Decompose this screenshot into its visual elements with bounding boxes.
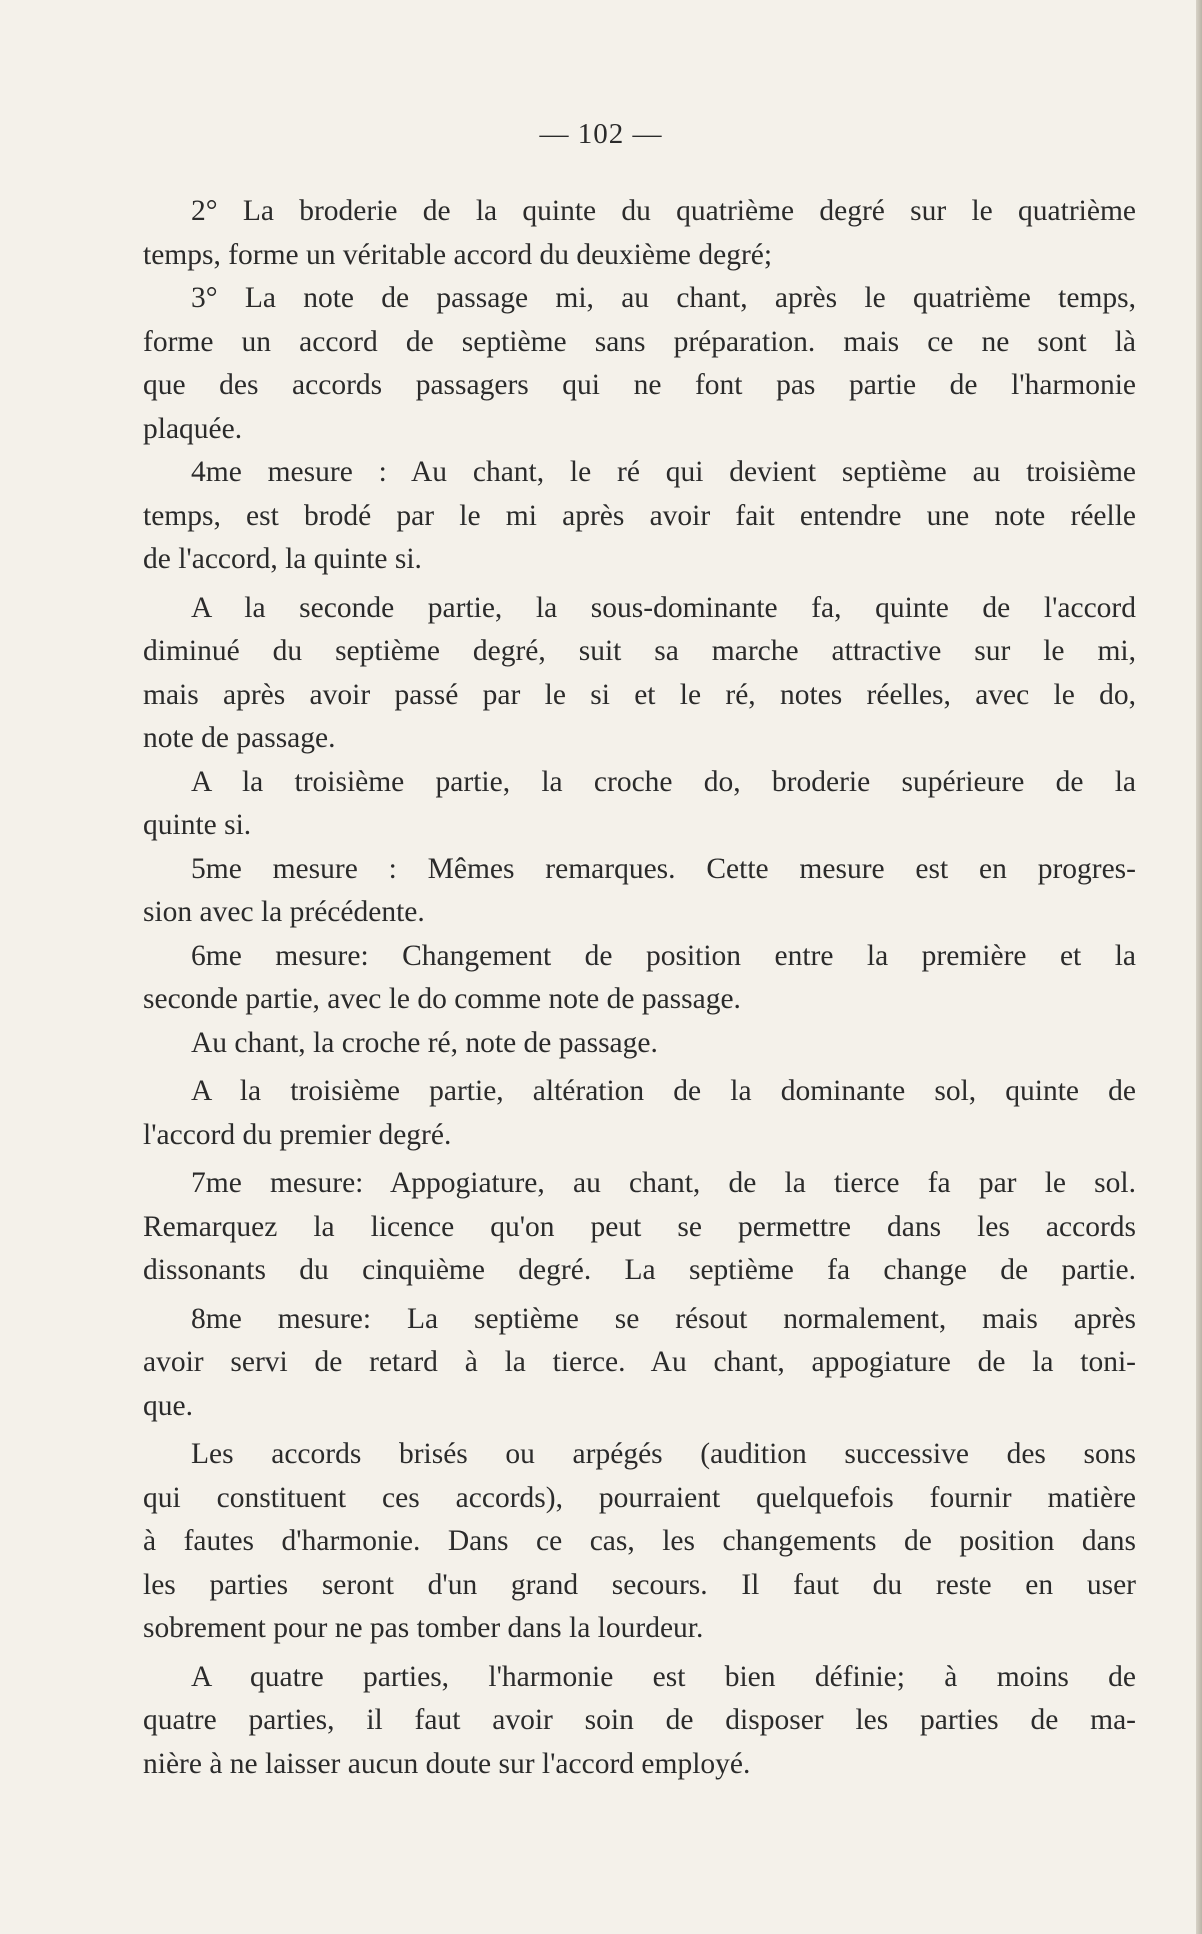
text-line: forme un accord de septième sans préparation. mais ce ne sont là xyxy=(143,325,1136,358)
body-text xyxy=(143,190,1136,1786)
text-line: que des accords passagers qui ne font pas partie de l'harmonie xyxy=(143,369,1136,401)
text-line: A la seconde partie, la sous-dominante fa, quinte de l'accord xyxy=(191,591,1136,624)
text-line: 5me mesure : Mêmes remarques. Cette mesure est en progres- xyxy=(191,852,1136,885)
text-line: de l'accord, la quinte si. xyxy=(143,543,422,575)
text-line: 4me mesure : Au chant, le ré qui devient septième au troisième xyxy=(191,456,1136,488)
text-line: plaquée. xyxy=(143,412,243,445)
text-line: dissonants du cinquième degré. La septième fa change de partie. xyxy=(143,1254,1136,1286)
text-line: que. xyxy=(143,1389,193,1422)
text-line: sion avec la précédente. xyxy=(143,896,425,928)
text-line: temps, est brodé par le mi après avoir fait entendre une note réelle xyxy=(143,499,1136,532)
text-line: seconde partie, avec le do comme note de passage. xyxy=(143,983,741,1015)
text-line: Les accords brisés ou arpégés (audition successive des sons xyxy=(191,1438,1136,1470)
text-line: mais après avoir passé par le si et le ré, notes réelles, avec le do, xyxy=(143,678,1136,711)
text-line: sobrement pour ne pas tomber dans la lourdeur. xyxy=(143,1612,704,1644)
text-line: 8me mesure: La septième se résout normalement, mais après xyxy=(191,1302,1136,1335)
text-line: quatre parties, il faut avoir soin de disposer les parties de ma- xyxy=(143,1704,1136,1736)
text-line: avoir servi de retard à la tierce. Au chant, appogiature de la toni- xyxy=(143,1346,1136,1378)
text-line: Remarquez la licence qu'on peut se permettre dans les accords xyxy=(143,1210,1136,1243)
text-line: 7me mesure: Appogiature, au chant, de la tierce fa par le sol. xyxy=(191,1167,1136,1199)
text-line: A la troisième partie, la croche do, broderie supérieure de la xyxy=(191,765,1136,798)
text-line: nière à ne laisser aucun doute sur l'accord employé. xyxy=(143,1747,751,1780)
text-line: note de passage. xyxy=(143,722,336,754)
text-line: les parties seront d'un grand secours. Il faut du reste en user xyxy=(143,1568,1136,1601)
text-line: 3° La note de passage mi, au chant, après le quatrième temps, xyxy=(191,282,1136,314)
text-line: 2° La broderie de la quinte du quatrième degré sur le quatrième xyxy=(191,195,1136,227)
text-line: A quatre parties, l'harmonie est bien définie; à moins de xyxy=(191,1660,1136,1693)
page-edge-shadow xyxy=(1196,0,1202,1934)
text-line: A la troisième partie, altération de la dominante sol, quinte de xyxy=(191,1075,1136,1107)
page-number: — 102 — xyxy=(539,118,663,150)
text-line: temps, forme un véritable accord du deuxième degré; xyxy=(143,238,773,271)
text-line: à fautes d'harmonie. Dans ce cas, les changements de position dans xyxy=(143,1525,1136,1557)
text-line: l'accord du premier degré. xyxy=(143,1118,452,1151)
text-line: diminué du septième degré, suit sa marche attractive sur le mi, xyxy=(143,635,1136,667)
text-line: 6me mesure: Changement de position entre la première et la xyxy=(191,939,1136,972)
text-line: qui constituent ces accords), pourraient quelquefois fournir matière xyxy=(143,1481,1136,1514)
text-line: quinte si. xyxy=(143,809,252,841)
text-line: Au chant, la croche ré, note de passage. xyxy=(191,1026,658,1059)
